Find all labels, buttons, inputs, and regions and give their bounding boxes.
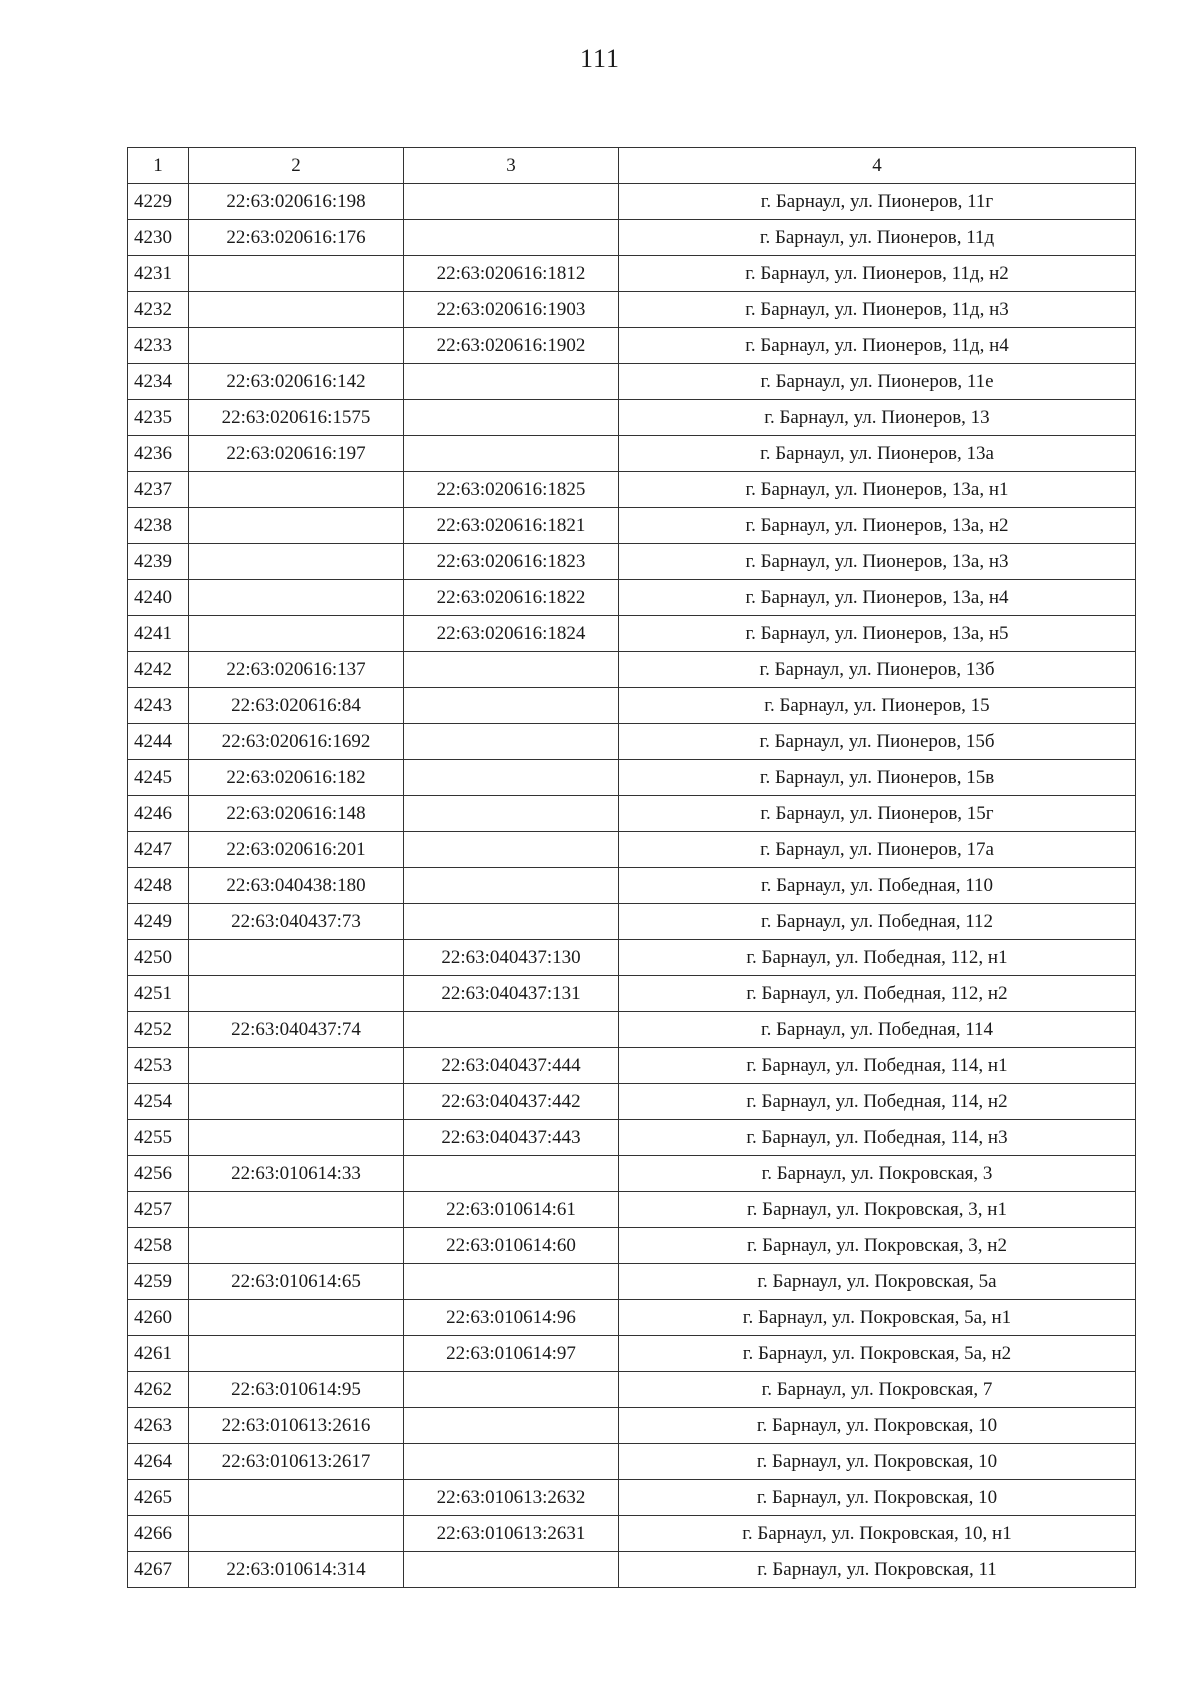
cadastral-number-cell: 22:63:040438:180 — [189, 868, 404, 904]
row-number-cell: 4240 — [128, 580, 189, 616]
row-number-cell: 4257 — [128, 1192, 189, 1228]
row-number-cell: 4266 — [128, 1516, 189, 1552]
cadastral-number-cell: 22:63:020616:197 — [189, 436, 404, 472]
address-cell: г. Барнаул, ул. Покровская, 10, н1 — [619, 1516, 1136, 1552]
cadastral-number-cell — [189, 1084, 404, 1120]
column-header-2: 2 — [189, 148, 404, 184]
table-row — [128, 1516, 1136, 1552]
premises-cadastral-cell: 22:63:020616:1822 — [404, 580, 619, 616]
table-row — [128, 1228, 1136, 1264]
table-row — [128, 1048, 1136, 1084]
cadastral-number-cell — [189, 1480, 404, 1516]
address-cell: г. Барнаул, ул. Покровская, 5а, н2 — [619, 1336, 1136, 1372]
premises-cadastral-cell — [404, 1264, 619, 1300]
cadastral-number-cell: 22:63:020616:84 — [189, 688, 404, 724]
address-cell: г. Барнаул, ул. Пионеров, 15в — [619, 760, 1136, 796]
table-row — [128, 1012, 1136, 1048]
row-number-cell: 4245 — [128, 760, 189, 796]
address-cell: г. Барнаул, ул. Пионеров, 11д, н2 — [619, 256, 1136, 292]
premises-cadastral-cell: 22:63:020616:1902 — [404, 328, 619, 364]
row-number-cell: 4243 — [128, 688, 189, 724]
address-cell: г. Барнаул, ул. Пионеров, 13а, н4 — [619, 580, 1136, 616]
cadastral-number-cell: 22:63:010613:2617 — [189, 1444, 404, 1480]
premises-cadastral-cell — [404, 868, 619, 904]
row-number-cell: 4241 — [128, 616, 189, 652]
row-number-cell: 4247 — [128, 832, 189, 868]
table-row — [128, 724, 1136, 760]
premises-cadastral-cell: 22:63:010614:60 — [404, 1228, 619, 1264]
address-cell: г. Барнаул, ул. Пионеров, 11д, н4 — [619, 328, 1136, 364]
premises-cadastral-cell — [404, 1408, 619, 1444]
address-cell: г. Барнаул, ул. Победная, 112, н2 — [619, 976, 1136, 1012]
table-row — [128, 904, 1136, 940]
row-number-cell: 4231 — [128, 256, 189, 292]
address-cell: г. Барнаул, ул. Победная, 112 — [619, 904, 1136, 940]
row-number-cell: 4261 — [128, 1336, 189, 1372]
table-row — [128, 1084, 1136, 1120]
address-cell: г. Барнаул, ул. Покровская, 5а — [619, 1264, 1136, 1300]
cadastral-number-cell — [189, 580, 404, 616]
table-row — [128, 616, 1136, 652]
cadastral-number-cell: 22:63:020616:137 — [189, 652, 404, 688]
cadastral-number-cell — [189, 256, 404, 292]
cadastral-number-cell: 22:63:040437:73 — [189, 904, 404, 940]
row-number-cell: 4233 — [128, 328, 189, 364]
address-cell: г. Барнаул, ул. Покровская, 10 — [619, 1480, 1136, 1516]
premises-cadastral-cell — [404, 688, 619, 724]
table-row — [128, 400, 1136, 436]
cadastral-number-cell: 22:63:010614:33 — [189, 1156, 404, 1192]
row-number-cell: 4260 — [128, 1300, 189, 1336]
row-number-cell: 4242 — [128, 652, 189, 688]
table-row — [128, 508, 1136, 544]
cadastral-number-cell — [189, 976, 404, 1012]
table-row — [128, 1552, 1136, 1588]
premises-cadastral-cell: 22:63:020616:1825 — [404, 472, 619, 508]
row-number-cell: 4258 — [128, 1228, 189, 1264]
cadastral-number-cell — [189, 1336, 404, 1372]
premises-cadastral-cell: 22:63:020616:1903 — [404, 292, 619, 328]
cadastral-number-cell: 22:63:040437:74 — [189, 1012, 404, 1048]
premises-cadastral-cell: 22:63:010613:2632 — [404, 1480, 619, 1516]
premises-cadastral-cell — [404, 832, 619, 868]
cadastral-number-cell — [189, 544, 404, 580]
row-number-cell: 4246 — [128, 796, 189, 832]
cadastral-number-cell — [189, 292, 404, 328]
table-row — [128, 832, 1136, 868]
address-cell: г. Барнаул, ул. Пионеров, 11д, н3 — [619, 292, 1136, 328]
row-number-cell: 4263 — [128, 1408, 189, 1444]
address-cell: г. Барнаул, ул. Победная, 114 — [619, 1012, 1136, 1048]
address-cell: г. Барнаул, ул. Пионеров, 15б — [619, 724, 1136, 760]
address-cell: г. Барнаул, ул. Пионеров, 13а, н2 — [619, 508, 1136, 544]
premises-cadastral-cell — [404, 1012, 619, 1048]
premises-cadastral-cell — [404, 760, 619, 796]
cadastral-number-cell — [189, 616, 404, 652]
address-cell: г. Барнаул, ул. Победная, 114, н2 — [619, 1084, 1136, 1120]
row-number-cell: 4230 — [128, 220, 189, 256]
row-number-cell: 4259 — [128, 1264, 189, 1300]
premises-cadastral-cell: 22:63:040437:444 — [404, 1048, 619, 1084]
row-number-cell: 4239 — [128, 544, 189, 580]
premises-cadastral-cell: 22:63:020616:1824 — [404, 616, 619, 652]
address-cell: г. Барнаул, ул. Пионеров, 15г — [619, 796, 1136, 832]
row-number-cell: 4255 — [128, 1120, 189, 1156]
premises-cadastral-cell — [404, 1156, 619, 1192]
row-number-cell: 4234 — [128, 364, 189, 400]
premises-cadastral-cell: 22:63:020616:1823 — [404, 544, 619, 580]
cadastral-number-cell: 22:63:020616:1692 — [189, 724, 404, 760]
address-cell: г. Барнаул, ул. Пионеров, 13а, н3 — [619, 544, 1136, 580]
cadastral-number-cell: 22:63:020616:176 — [189, 220, 404, 256]
cadastral-number-cell — [189, 508, 404, 544]
table-row — [128, 1120, 1136, 1156]
address-cell: г. Барнаул, ул. Покровская, 3, н2 — [619, 1228, 1136, 1264]
cadastral-number-cell — [189, 1120, 404, 1156]
row-number-cell: 4238 — [128, 508, 189, 544]
address-cell: г. Барнаул, ул. Покровская, 10 — [619, 1408, 1136, 1444]
address-cell: г. Барнаул, ул. Победная, 112, н1 — [619, 940, 1136, 976]
table-row — [128, 544, 1136, 580]
cadastral-number-cell: 22:63:020616:201 — [189, 832, 404, 868]
row-number-cell: 4249 — [128, 904, 189, 940]
row-number-cell: 4250 — [128, 940, 189, 976]
cadastral-number-cell: 22:63:010614:65 — [189, 1264, 404, 1300]
cadastral-number-cell — [189, 328, 404, 364]
registry-table — [127, 147, 1136, 1588]
cadastral-number-cell: 22:63:010614:95 — [189, 1372, 404, 1408]
cadastral-number-cell — [189, 1228, 404, 1264]
premises-cadastral-cell: 22:63:040437:130 — [404, 940, 619, 976]
row-number-cell: 4248 — [128, 868, 189, 904]
address-cell: г. Барнаул, ул. Пионеров, 13а — [619, 436, 1136, 472]
table-row — [128, 688, 1136, 724]
premises-cadastral-cell — [404, 436, 619, 472]
address-cell: г. Барнаул, ул. Покровская, 11 — [619, 1552, 1136, 1588]
address-cell: г. Барнаул, ул. Покровская, 3 — [619, 1156, 1136, 1192]
premises-cadastral-cell: 22:63:010614:97 — [404, 1336, 619, 1372]
cadastral-number-cell: 22:63:020616:142 — [189, 364, 404, 400]
column-header-3: 3 — [404, 148, 619, 184]
address-cell: г. Барнаул, ул. Покровская, 7 — [619, 1372, 1136, 1408]
table-row — [128, 256, 1136, 292]
row-number-cell: 4235 — [128, 400, 189, 436]
premises-cadastral-cell: 22:63:010614:96 — [404, 1300, 619, 1336]
table-row — [128, 328, 1136, 364]
cadastral-number-cell: 22:63:010614:314 — [189, 1552, 404, 1588]
premises-cadastral-cell — [404, 652, 619, 688]
table-row — [128, 1156, 1136, 1192]
table-row — [128, 580, 1136, 616]
table-row — [128, 1300, 1136, 1336]
row-number-cell: 4237 — [128, 472, 189, 508]
address-cell: г. Барнаул, ул. Пионеров, 11е — [619, 364, 1136, 400]
cadastral-number-cell: 22:63:010613:2616 — [189, 1408, 404, 1444]
premises-cadastral-cell — [404, 364, 619, 400]
row-number-cell: 4253 — [128, 1048, 189, 1084]
address-cell: г. Барнаул, ул. Пионеров, 13б — [619, 652, 1136, 688]
premises-cadastral-cell — [404, 400, 619, 436]
premises-cadastral-cell — [404, 724, 619, 760]
page-number: 111 — [579, 44, 621, 73]
table-row — [128, 868, 1136, 904]
table-body — [128, 184, 1136, 1588]
cadastral-number-cell — [189, 1048, 404, 1084]
row-number-cell: 4229 — [128, 184, 189, 220]
table-row — [128, 472, 1136, 508]
table-row — [128, 652, 1136, 688]
address-cell: г. Барнаул, ул. Покровская, 5а, н1 — [619, 1300, 1136, 1336]
row-number-cell: 4256 — [128, 1156, 189, 1192]
address-cell: г. Барнаул, ул. Победная, 110 — [619, 868, 1136, 904]
row-number-cell: 4244 — [128, 724, 189, 760]
table-row — [128, 364, 1136, 400]
table-row — [128, 1444, 1136, 1480]
address-cell: г. Барнаул, ул. Пионеров, 13 — [619, 400, 1136, 436]
address-cell: г. Барнаул, ул. Пионеров, 15 — [619, 688, 1136, 724]
premises-cadastral-cell: 22:63:020616:1821 — [404, 508, 619, 544]
cadastral-number-cell — [189, 1516, 404, 1552]
table-row — [128, 940, 1136, 976]
table-row — [128, 1480, 1136, 1516]
premises-cadastral-cell: 22:63:010613:2631 — [404, 1516, 619, 1552]
premises-cadastral-cell — [404, 184, 619, 220]
row-number-cell: 4252 — [128, 1012, 189, 1048]
table-row — [128, 184, 1136, 220]
premises-cadastral-cell — [404, 220, 619, 256]
column-header-4: 4 — [619, 148, 1136, 184]
cadastral-number-cell — [189, 1192, 404, 1228]
table-header-row — [128, 148, 1136, 184]
address-cell: г. Барнаул, ул. Победная, 114, н1 — [619, 1048, 1136, 1084]
premises-cadastral-cell: 22:63:020616:1812 — [404, 256, 619, 292]
cadastral-number-cell: 22:63:020616:198 — [189, 184, 404, 220]
address-cell: г. Барнаул, ул. Пионеров, 13а, н5 — [619, 616, 1136, 652]
table-row — [128, 436, 1136, 472]
row-number-cell: 4267 — [128, 1552, 189, 1588]
address-cell: г. Барнаул, ул. Пионеров, 11г — [619, 184, 1136, 220]
table-row — [128, 1192, 1136, 1228]
address-cell: г. Барнаул, ул. Покровская, 3, н1 — [619, 1192, 1136, 1228]
table-row — [128, 1264, 1136, 1300]
premises-cadastral-cell: 22:63:040437:131 — [404, 976, 619, 1012]
premises-cadastral-cell: 22:63:040437:443 — [404, 1120, 619, 1156]
address-cell: г. Барнаул, ул. Победная, 114, н3 — [619, 1120, 1136, 1156]
table-row — [128, 292, 1136, 328]
premises-cadastral-cell: 22:63:010614:61 — [404, 1192, 619, 1228]
address-cell: г. Барнаул, ул. Покровская, 10 — [619, 1444, 1136, 1480]
premises-cadastral-cell — [404, 1444, 619, 1480]
table-row — [128, 220, 1136, 256]
row-number-cell: 4251 — [128, 976, 189, 1012]
column-header-1: 1 — [128, 148, 189, 184]
cadastral-number-cell: 22:63:020616:148 — [189, 796, 404, 832]
address-cell: г. Барнаул, ул. Пионеров, 11д — [619, 220, 1136, 256]
row-number-cell: 4236 — [128, 436, 189, 472]
table-row — [128, 1408, 1136, 1444]
premises-cadastral-cell — [404, 1552, 619, 1588]
cadastral-number-cell: 22:63:020616:1575 — [189, 400, 404, 436]
premises-cadastral-cell — [404, 1372, 619, 1408]
table-row — [128, 796, 1136, 832]
premises-cadastral-cell: 22:63:040437:442 — [404, 1084, 619, 1120]
cadastral-number-cell — [189, 1300, 404, 1336]
address-cell: г. Барнаул, ул. Пионеров, 17а — [619, 832, 1136, 868]
table-row — [128, 976, 1136, 1012]
row-number-cell: 4254 — [128, 1084, 189, 1120]
cadastral-number-cell: 22:63:020616:182 — [189, 760, 404, 796]
row-number-cell: 4264 — [128, 1444, 189, 1480]
table-row — [128, 1336, 1136, 1372]
row-number-cell: 4265 — [128, 1480, 189, 1516]
premises-cadastral-cell — [404, 796, 619, 832]
table-row — [128, 1372, 1136, 1408]
premises-cadastral-cell — [404, 904, 619, 940]
address-cell: г. Барнаул, ул. Пионеров, 13а, н1 — [619, 472, 1136, 508]
cadastral-number-cell — [189, 940, 404, 976]
row-number-cell: 4262 — [128, 1372, 189, 1408]
table-row — [128, 760, 1136, 796]
row-number-cell: 4232 — [128, 292, 189, 328]
cadastral-number-cell — [189, 472, 404, 508]
